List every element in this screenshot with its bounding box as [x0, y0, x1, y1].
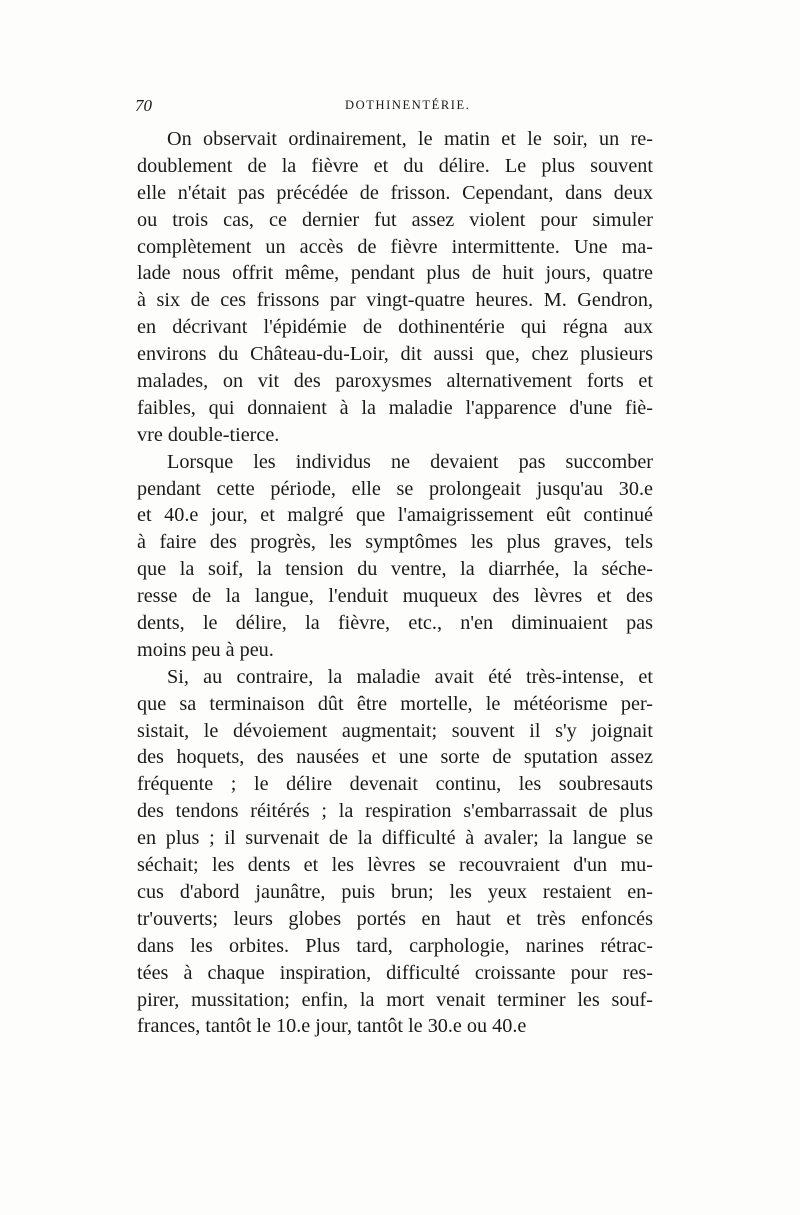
text-line: tées à chaque inspiration, difficulté croissante pour res- [137, 961, 653, 984]
text-line: lade nous offrit même, pendant plus de huit jours, quatre [137, 262, 653, 285]
text-line: ou trois cas, ce dernier fut assez violent pour simuler [137, 208, 653, 231]
text-line: complètement un accès de fièvre intermittente. Une ma- [137, 235, 653, 258]
text-line: pirer, mussitation; enfin, la mort venait terminer les souf- [137, 988, 653, 1011]
paragraph [137, 449, 653, 664]
text-line: et 40.e jour, et malgré que l'amaigrissement eût continué [137, 504, 653, 527]
text-line: en plus ; il survenait de la difficulté à avaler; la langue se [137, 827, 653, 850]
text-line: resse de la langue, l'enduit muqueux des lèvres et des [137, 585, 653, 608]
body-text [137, 126, 653, 1040]
paragraph [137, 664, 653, 1040]
text-line: malades, on vit des paroxysmes alternativement forts et [137, 370, 653, 393]
text-line: en décrivant l'épidémie de dothinentérie qui régna aux [137, 316, 653, 339]
text-line: doublement de la fièvre et du délire. Le plus souvent [137, 154, 653, 177]
text-line: elle n'était pas précédée de frisson. Cependant, dans deux [137, 181, 653, 204]
text-line: des hoquets, des nausées et une sorte de sputation assez [137, 746, 653, 769]
text-line: à six de ces frissons par vingt-quatre heures. M. Gendron, [137, 289, 653, 312]
running-head: DOTHINENTÉRIE. [345, 98, 471, 112]
text-line: dents, le délire, la fièvre, etc., n'en diminuaient pas [137, 612, 653, 635]
text-line: pendant cette période, elle se prolongeait jusqu'au 30.e [137, 477, 653, 500]
text-line: cus d'abord jaunâtre, puis brun; les yeux restaient en- [137, 880, 653, 903]
text-line: sistait, le dévoiement augmentait; souvent il s'y joignait [137, 719, 653, 742]
text-line: moins peu à peu. [137, 638, 274, 661]
paragraph [137, 126, 653, 449]
text-line: fréquente ; le délire devenait continu, les soubresauts [137, 773, 653, 796]
text-line: que sa terminaison dût être mortelle, le météorisme per- [137, 692, 653, 715]
text-line: frances, tantôt le 10.e jour, tantôt le 30.e ou 40.e [137, 1015, 527, 1038]
text-line: faibles, qui donnaient à la maladie l'apparence d'une fiè- [137, 396, 653, 419]
text-line: vre double-tierce. [137, 423, 280, 446]
text-line: Lorsque les individus ne devaient pas succomber [167, 450, 653, 473]
text-line: tr'ouverts; leurs globes portés en haut et très enfoncés [137, 907, 653, 930]
page-header [135, 96, 655, 120]
text-line: à faire des progrès, les symptômes les plus graves, tels [137, 531, 653, 554]
text-line: environs du Château-du-Loir, dit aussi que, chez plusieurs [137, 343, 653, 366]
text-line: que la soif, la tension du ventre, la diarrhée, la séche- [137, 558, 653, 581]
text-line: Si, au contraire, la maladie avait été très-intense, et [167, 665, 653, 688]
text-line: des tendons réitérés ; la respiration s'embarrassait de plus [137, 800, 653, 823]
text-line: On observait ordinairement, le matin et le soir, un re- [167, 128, 653, 150]
text-line: dans les orbites. Plus tard, carphologie, narines rétrac- [137, 934, 653, 957]
page-number: 70 [135, 96, 152, 115]
text-line: séchait; les dents et les lèvres se recouvraient d'un mu- [137, 854, 653, 877]
